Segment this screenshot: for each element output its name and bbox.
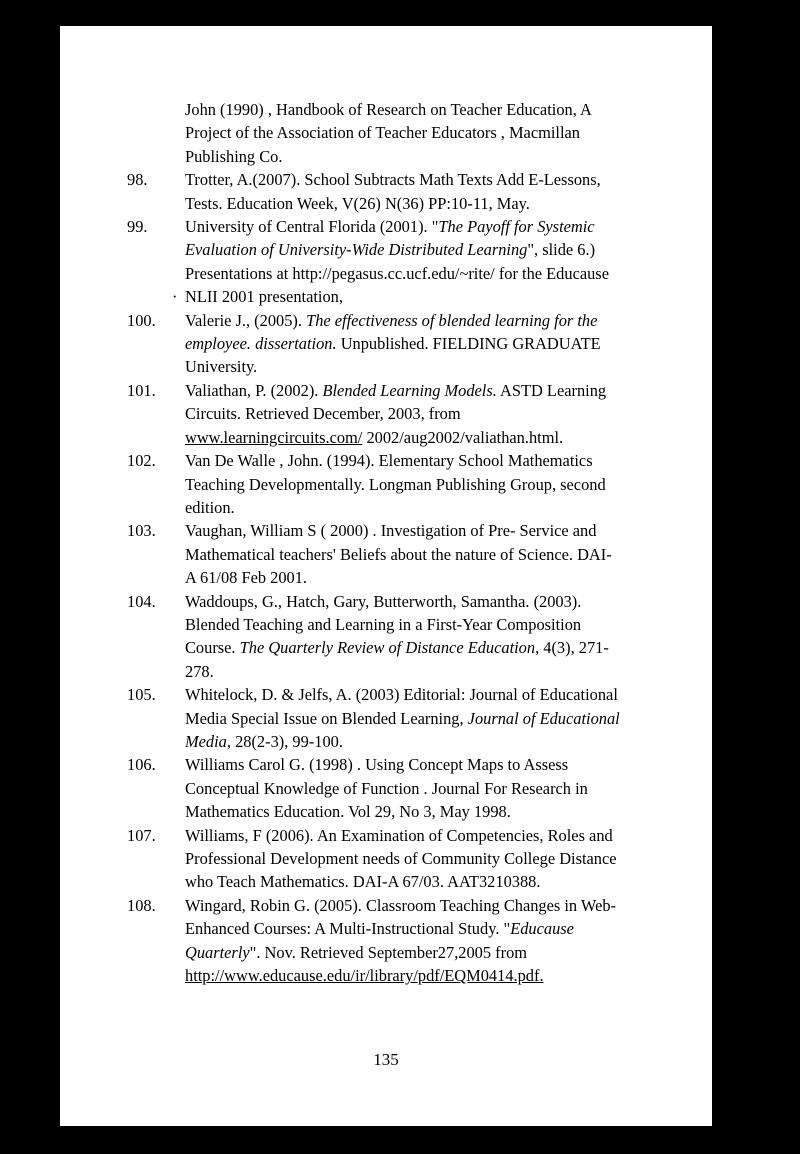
- document-page: [60, 26, 712, 1126]
- reference-item: [60, 168, 645, 215]
- reference-number: 101.: [127, 380, 156, 400]
- stray-mark: ·: [172, 287, 178, 307]
- reference-line: Vaughan, William S ( 2000) . Investigation of Pre- Service and: [185, 521, 597, 541]
- reference-line: A 61/08 Feb 2001.: [185, 568, 308, 588]
- reference-line-text: NLII 2001 presentation,: [185, 287, 343, 307]
- reference-line: Evaluation of University-Wide Distributed Learning", slide 6.): [185, 240, 596, 260]
- reference-line: Wingard, Robin G. (2005). Classroom Teaching Changes in Web-: [185, 895, 617, 915]
- reference-number: 107.: [127, 825, 156, 845]
- reference-line: [172, 285, 645, 308]
- reference-item: [60, 519, 645, 589]
- reference-line: Mathematical teachers' Beliefs about the nature of Science. DAI-: [185, 544, 612, 564]
- reference-number: 98.: [127, 170, 148, 190]
- reference-line: Course. The Quarterly Review of Distance Education, 4(3), 271-: [185, 638, 609, 658]
- reference-number: 108.: [127, 895, 156, 915]
- reference-item: [60, 683, 645, 753]
- reference-item: [60, 824, 645, 894]
- reference-line: Tests. Education Week, V(26) N(36) PP:10-11, May.: [185, 193, 530, 213]
- reference-line: Quarterly". Nov. Retrieved September27,2005 from: [185, 942, 528, 962]
- reference-line: Enhanced Courses: A Multi-Instructional Study. "Educause: [185, 919, 574, 939]
- reference-line: John (1990) , Handbook of Research on Teacher Education, A: [185, 100, 592, 119]
- reference-line: edition.: [185, 497, 235, 517]
- reference-item: [60, 894, 645, 988]
- reference-line: Circuits. Retrieved December, 2003, from: [185, 404, 461, 424]
- reference-line: Valiathan, P. (2002). Blended Learning Models. ASTD Learning: [185, 380, 607, 400]
- reference-line: Waddoups, G., Hatch, Gary, Butterworth, Samantha. (2003).: [185, 591, 582, 611]
- reference-line: Valerie J., (2005). The effectiveness of blended learning for the: [185, 310, 598, 330]
- reference-item: [60, 98, 645, 168]
- reference-item: [60, 309, 645, 379]
- reference-line: Mathematics Education. Vol 29, No 3, May 1998.: [185, 802, 511, 822]
- page-number: 135: [373, 1050, 399, 1069]
- reference-line: Presentations at http://pegasus.cc.ucf.edu/~rite/ for the Educause: [185, 263, 609, 283]
- reference-line: who Teach Mathematics. DAI-A 67/03. AAT3210388.: [185, 872, 541, 892]
- reference-number: 100.: [127, 310, 156, 330]
- reference-line: University of Central Florida (2001). "The Payoff for Systemic: [185, 217, 595, 237]
- reference-number: 99.: [127, 217, 148, 237]
- reference-link[interactable]: www.learningcircuits.com/ 2002/aug2002/valiathan.html.: [185, 427, 564, 447]
- reference-number: 104.: [127, 591, 156, 611]
- reference-line: Trotter, A.(2007). School Subtracts Math Texts Add E-Lessons,: [185, 170, 601, 190]
- reference-line: 278.: [185, 661, 214, 681]
- reference-line: Williams Carol G. (1998) . Using Concept Maps to Assess: [185, 755, 569, 775]
- reference-line: Publishing Co.: [185, 146, 283, 166]
- reference-line: Media Special Issue on Blended Learning, Journal of Educational: [185, 708, 620, 728]
- reference-line: Blended Teaching and Learning in a First-Year Composition: [185, 614, 582, 634]
- reference-list: [60, 98, 700, 987]
- reference-number: 106.: [127, 755, 156, 775]
- reference-line: Conceptual Knowledge of Function . Journal For Research in: [185, 778, 588, 798]
- reference-line: Project of the Association of Teacher Educators , Macmillan: [185, 123, 580, 143]
- reference-item: [60, 379, 645, 449]
- reference-number: 103.: [127, 521, 156, 541]
- reference-line: Professional Development needs of Community College Distance: [185, 849, 617, 868]
- reference-line: Teaching Developmentally. Longman Publishing Group, second: [185, 474, 606, 494]
- reference-number: 102.: [127, 451, 156, 471]
- reference-item: [60, 215, 645, 309]
- reference-item: [60, 449, 645, 519]
- reference-item: [60, 753, 645, 823]
- reference-line: Media, 28(2-3), 99-100.: [185, 731, 343, 751]
- reference-line: employee. dissertation. Unpublished. FIELDING GRADUATE: [185, 334, 601, 354]
- reference-line: Whitelock, D. & Jelfs, A. (2003) Editorial: Journal of Educational: [185, 685, 618, 705]
- reference-number: 105.: [127, 685, 156, 705]
- reference-line: Williams, F (2006). An Examination of Competencies, Roles and: [185, 825, 613, 845]
- reference-line: University.: [185, 357, 258, 377]
- reference-item: [60, 590, 645, 684]
- reference-link[interactable]: http://www.educause.edu/ir/library/pdf/EQM0414.pdf.: [185, 966, 544, 986]
- reference-line: Van De Walle , John. (1994). Elementary School Mathematics: [185, 451, 593, 471]
